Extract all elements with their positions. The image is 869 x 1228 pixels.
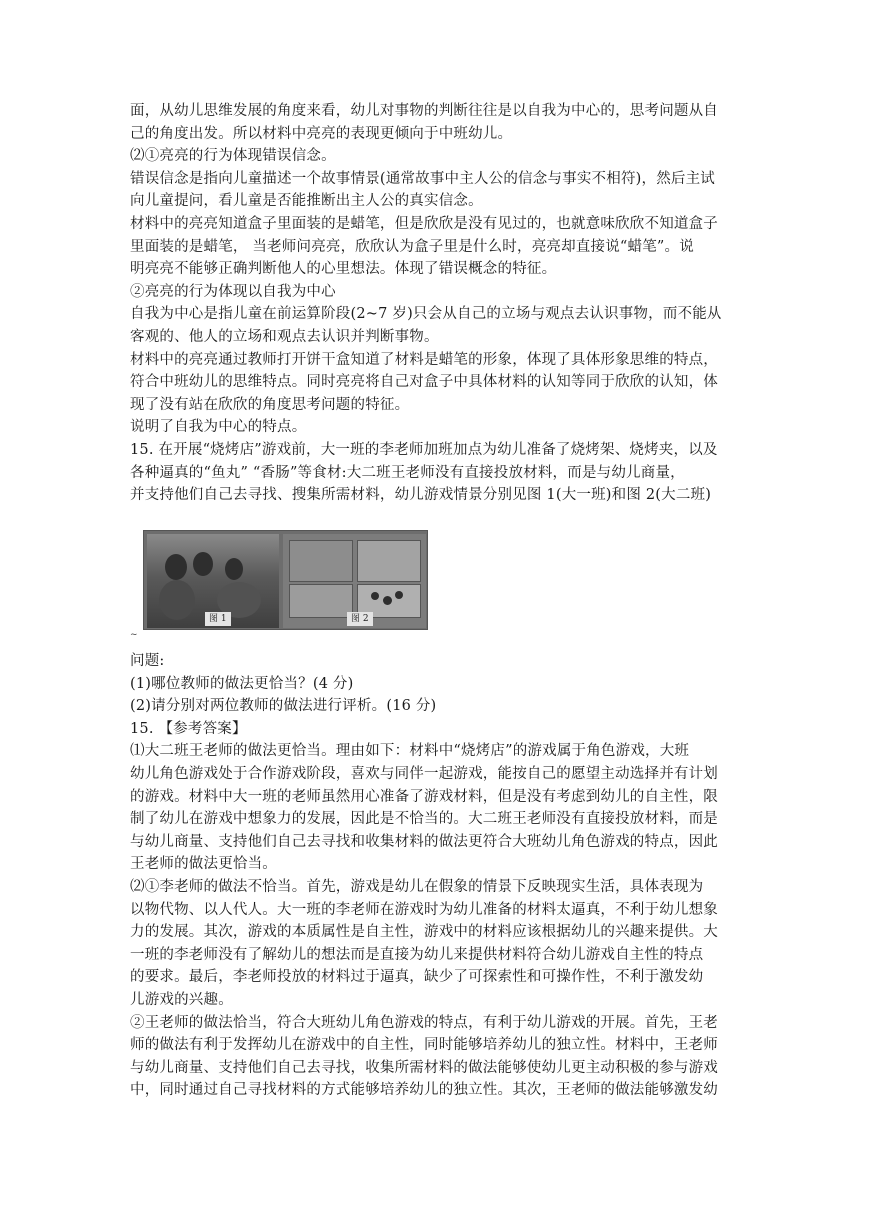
text-line: 15. 在开展“烧烤店”游戏前，大一班的李老师加班加点为幼儿准备了烧烤架、烧烤夹，以及 bbox=[130, 441, 718, 458]
game-scene-figure bbox=[143, 530, 428, 630]
text-line: 客观的、他人的立场和观点去认识并判断事物。 bbox=[130, 328, 439, 345]
text-line: 的要求。最后，李老师投放的材料过于逼真，缺少了可探索性和可操作性，不利于激发幼 bbox=[130, 969, 704, 986]
text-line: (2)请分别对两位教师的做法进行评析。(16 分) bbox=[130, 698, 437, 715]
text-line: 向儿童提问，看儿童是否能推断出主人公的真实信念。 bbox=[130, 193, 483, 210]
text-line: ⑵①亮亮的行为体现错误信念。 bbox=[130, 148, 336, 165]
text-line: 制了幼儿在游戏中想象力的发展，因此是不恰当的。大二班王老师没有直接投放材料，而是 bbox=[130, 811, 718, 828]
text-line: ⑵①李老师的做法不恰当。首先，游戏是幼儿在假象的情景下反映现实生活，具体表现为 bbox=[130, 878, 704, 895]
text-block-upper bbox=[130, 100, 742, 507]
text-line: 错误信念是指向儿童描述一个故事情景(通常故事中主人公的信念与事实不相符)，然后主试 bbox=[130, 170, 716, 187]
figure-1-caption: 图 1 bbox=[205, 612, 231, 626]
text-line: (1)哪位教师的做法更恰当？(4 分) bbox=[130, 675, 354, 692]
text-line: 说明了自我为中心的特点。 bbox=[130, 419, 307, 436]
figure-2-caption: 图 2 bbox=[347, 612, 373, 626]
text-line: 材料中的亮亮知道盒子里面装的是蜡笔，但是欣欣是没有见过的，也就意味欣欣不知道盒子 bbox=[130, 215, 718, 232]
text-line: 各种逼真的“鱼丸” “香肠”等食材:大二班王老师没有直接投放材料，而是与幼儿商量， bbox=[130, 464, 685, 481]
text-block-lower bbox=[130, 650, 742, 1102]
text-line: 中，同时通过自己寻找材料的方式能够培养幼儿的独立性。其次，王老师的做法能够激发幼 bbox=[130, 1082, 718, 1099]
text-line: 明亮亮不能够正确判断他人的心里想法。体现了错误概念的特征。 bbox=[130, 261, 557, 278]
text-line: ②亮亮的行为体现以自我为中心 bbox=[130, 283, 336, 300]
figure-2-photo bbox=[283, 534, 426, 628]
text-line: ⑴大二班王老师的做法更恰当。理由如下：材料中“烧烤店”的游戏属于角色游戏，大班 bbox=[130, 743, 690, 760]
text-line: 现了没有站在欣欣的角度思考问题的特征。 bbox=[130, 396, 410, 413]
text-line: 己的角度出发。所以材料中亮亮的表现更倾向于中班幼儿。 bbox=[130, 125, 513, 142]
text-line: 材料中的亮亮通过教师打开饼干盒知道了材料是蜡笔的形象，体现了具体形象思维的特点， bbox=[130, 351, 718, 368]
text-line: 与幼儿商量、支持他们自己去寻找和收集材料的做法更符合大班幼儿角色游戏的特点，因此 bbox=[130, 833, 718, 850]
text-line: 一班的李老师没有了解幼儿的想法而是直接为幼儿来提供材料符合幼儿游戏自主性的特点 bbox=[130, 946, 704, 963]
text-line: 力的发展。其次，游戏的本质属性是自主性，游戏中的材料应该根据幼儿的兴趣来提供。大 bbox=[130, 924, 718, 941]
text-line: 里面装的是蜡笔， 当老师问亮亮，欣欣认为盒子里是什么时，亮亮却直接说“蜡笔”。说 bbox=[130, 238, 694, 255]
text-line: 与幼儿商量、支持他们自己去寻找，收集所需材料的做法能够使幼儿更主动积极的参与游戏 bbox=[130, 1059, 718, 1076]
text-line: 问题: bbox=[130, 653, 165, 669]
text-line: 以物代物、以人代人。大一班的李老师在游戏时为幼儿准备的材料太逼真，不利于幼儿想象 bbox=[130, 901, 718, 918]
text-line: 儿游戏的兴趣。 bbox=[130, 991, 233, 1008]
text-line: ②王老师的做法恰当，符合大班幼儿角色游戏的特点，有利于幼儿游戏的开展。首先，王老 bbox=[130, 1014, 718, 1031]
text-line: 面，从幼儿思维发展的角度来看，幼儿对事物的判断往往是以自我为中心的，思考问题从自 bbox=[130, 103, 718, 119]
text-line: 符合中班幼儿的思维特点。同时亮亮将自己对盒子中具体材料的认知等同于欣欣的认知，体 bbox=[130, 374, 718, 391]
text-line: 幼儿角色游戏处于合作游戏阶段，喜欢与同伴一起游戏，能按自己的愿望主动选择并有计划 bbox=[130, 765, 718, 782]
text-line: 自我为中心是指儿童在前运算阶段(2~7 岁)只会从自己的立场与观点去认识事物，而不能从 bbox=[130, 306, 722, 323]
text-line: 师的做法有利于发挥幼儿在游戏中的自主性，同时能够培养幼儿的独立性。材料中，王老师 bbox=[130, 1037, 718, 1054]
text-line: 15. 【参考答案】 bbox=[130, 720, 247, 737]
figure-mark: ~ bbox=[130, 630, 138, 640]
text-line: 并支持他们自己去寻找、搜集所需材料，幼儿游戏情景分别见图 1(大一班)和图 2(大二班) bbox=[130, 487, 712, 504]
figure-1-photo bbox=[147, 534, 279, 628]
text-line: 王老师的做法更恰当。 bbox=[130, 856, 277, 873]
text-line: 的游戏。材料中大一班的老师虽然用心准备了游戏材料，但是没有考虑到幼儿的自主性，限 bbox=[130, 788, 718, 805]
